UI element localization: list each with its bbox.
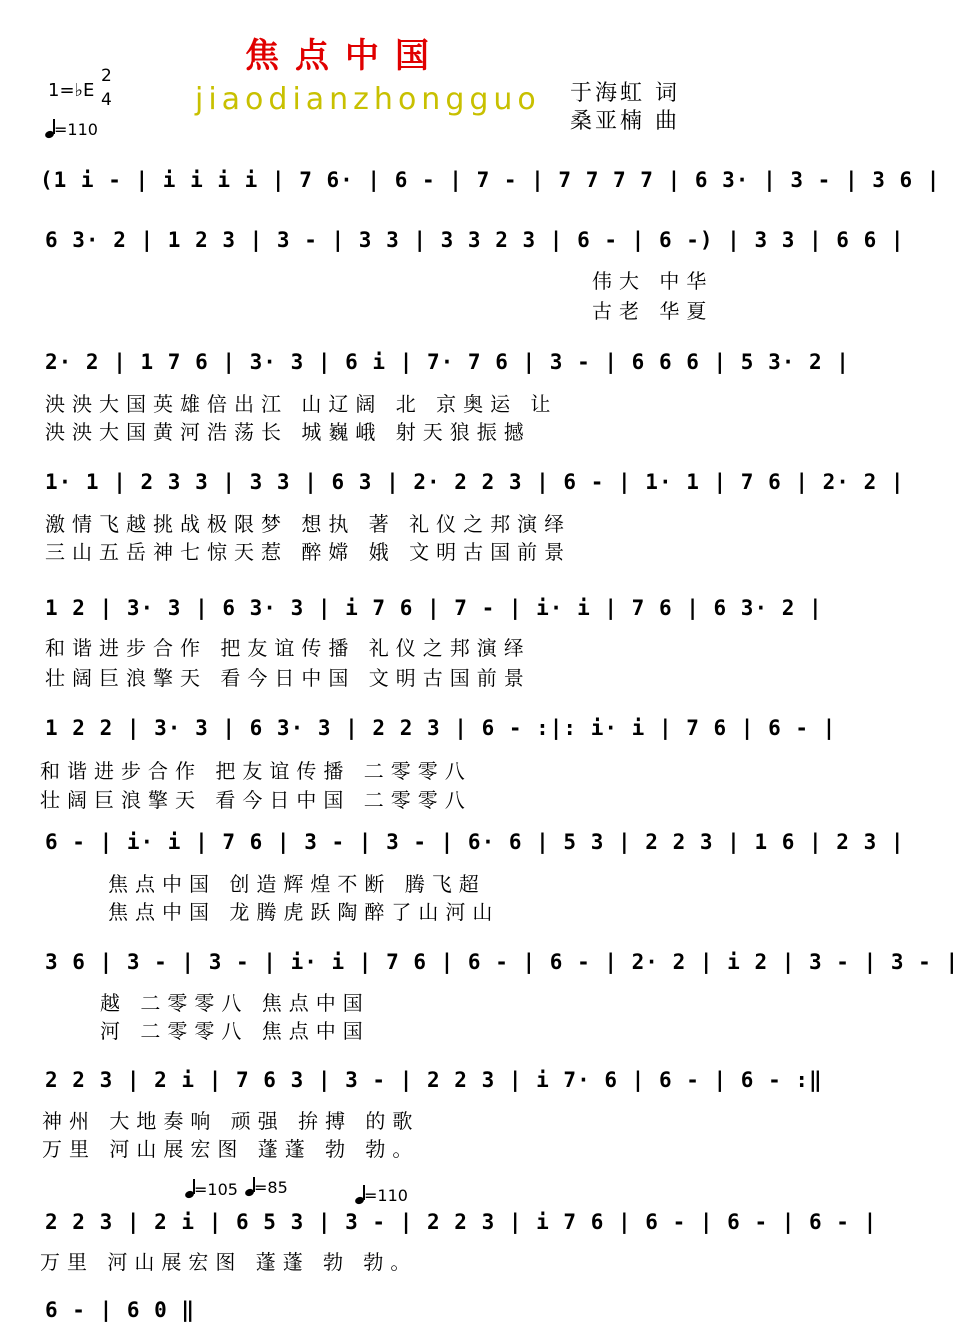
key-signature: 1=♭E xyxy=(48,80,95,101)
notation-line-6: 1 2 2 | 3· 3 | 6 3· 3 | 2 2 3 | 6 - :|: i· i | 7 6 | 6 - | xyxy=(45,716,837,740)
notation-line-3: 2· 2 | 1 7 6 | 3· 3 | 6 i | 7· 7 6 | 3 - | 6 6 6 | 5 3· 2 | xyxy=(45,350,850,374)
tempo-marking-85 xyxy=(245,1178,288,1197)
lyric-line-9-verse-2: 万里 河山展宏图 蓬蓬 勃 勃。 xyxy=(42,1137,420,1161)
notation-line-10: 2 2 3 | 2 i | 6 5 3 | 3 - | 2 2 3 | i 7 6 | 6 - | 6 - | 6 - | xyxy=(45,1210,878,1234)
time-signature-bottom: 4 xyxy=(101,90,112,110)
lyric-line-5-verse-2: 壮阔巨浪擎天 看今日中国 文明古国前景 xyxy=(45,666,531,690)
time-signature-top: 2 xyxy=(101,66,112,86)
notation-line-8: 3 6 | 3 - | 3 - | i· i | 7 6 | 6 - | 6 - | 2· 2 | i 2 | 3 - | 3 - | xyxy=(45,950,959,974)
tempo-value-85: =85 xyxy=(254,1178,288,1197)
song-title: 焦点中国 xyxy=(245,36,445,76)
tempo-marking xyxy=(45,120,98,139)
lyric-line-7-verse-1: 焦点中国 创造辉煌不断 腾飞超 xyxy=(108,872,486,896)
notation-line-11: 6 - | 6 0 ‖ xyxy=(45,1298,196,1322)
lyric-line-2-verse-1: 伟大 中华 xyxy=(592,269,714,293)
notation-line-9: 2 2 3 | 2 i | 7 6 3 | 3 - | 2 2 3 | i 7· 6 | 6 - | 6 - :‖ xyxy=(45,1068,823,1092)
lyric-line-10: 万里 河山展宏图 蓬蓬 勃 勃。 xyxy=(40,1250,418,1274)
quarter-note-icon xyxy=(45,120,54,139)
lyric-line-2-verse-2: 古老 华夏 xyxy=(592,299,714,323)
tempo-value-105: =105 xyxy=(194,1180,238,1199)
lyric-line-6-verse-2: 壮阔巨浪擎天 看今日中国 二零零八 xyxy=(40,788,472,812)
tempo-value-110: =110 xyxy=(364,1186,408,1205)
song-pinyin: jiaodianzhongguo xyxy=(195,82,541,117)
lyric-line-8-verse-2: 河 二零零八 焦点中国 xyxy=(100,1019,370,1043)
notation-line-2: 6 3· 2 | 1 2 3 | 3 - | 3 3 | 3 3 2 3 | 6 - | 6 -) | 3 3 | 6 6 | xyxy=(45,228,905,252)
notation-line-1: (1 i - | i i i i | 7 6· | 6 - | 7 - | 7 7 7 7 | 6 3· | 3 - | 3 6 | xyxy=(40,168,941,192)
lyric-line-4-verse-2: 三山五岳神七惊天惹 醉嫦 娥 文明古国前景 xyxy=(45,540,572,564)
quarter-note-icon xyxy=(245,1178,254,1197)
composer-credit: 桑亚楠 曲 xyxy=(570,109,680,134)
notation-line-7: 6 - | i· i | 7 6 | 3 - | 3 - | 6· 6 | 5 3 | 2 2 3 | 1 6 | 2 3 | xyxy=(45,830,905,854)
quarter-note-icon xyxy=(355,1186,364,1205)
lyric-line-9-verse-1: 神州 大地奏响 顽强 拚搏 的歌 xyxy=(42,1109,420,1133)
lyric-line-5-verse-1: 和谐进步合作 把友谊传播 礼仪之邦演绎 xyxy=(45,636,531,660)
notation-line-4: 1· 1 | 2 3 3 | 3 3 | 6 3 | 2· 2 2 3 | 6 - | 1· 1 | 7 6 | 2· 2 | xyxy=(45,470,905,494)
quarter-note-icon xyxy=(185,1180,194,1199)
tempo-value: =110 xyxy=(54,120,98,139)
lyric-line-4-verse-1: 激情飞越挑战极限梦 想执 著 礼仪之邦演绎 xyxy=(45,512,572,536)
lyric-line-6-verse-1: 和谐进步合作 把友谊传播 二零零八 xyxy=(40,759,472,783)
lyricist-credit: 于海虹 词 xyxy=(570,81,680,106)
lyric-line-7-verse-2: 焦点中国 龙腾虎跃陶醉了山河山 xyxy=(108,900,500,924)
tempo-marking-110 xyxy=(355,1186,408,1205)
lyric-line-3-verse-2: 泱泱大国黄河浩荡长 城巍峨 射天狼振撼 xyxy=(45,420,531,444)
tempo-marking-105 xyxy=(185,1180,238,1199)
lyric-line-3-verse-1: 泱泱大国英雄倍出江 山辽阔 北 京奥运 让 xyxy=(45,392,558,416)
lyric-line-8-verse-1: 越 二零零八 焦点中国 xyxy=(100,991,370,1015)
notation-line-5: 1 2 | 3· 3 | 6 3· 3 | i 7 6 | 7 - | i· i | 7 6 | 6 3· 2 | xyxy=(45,596,823,620)
